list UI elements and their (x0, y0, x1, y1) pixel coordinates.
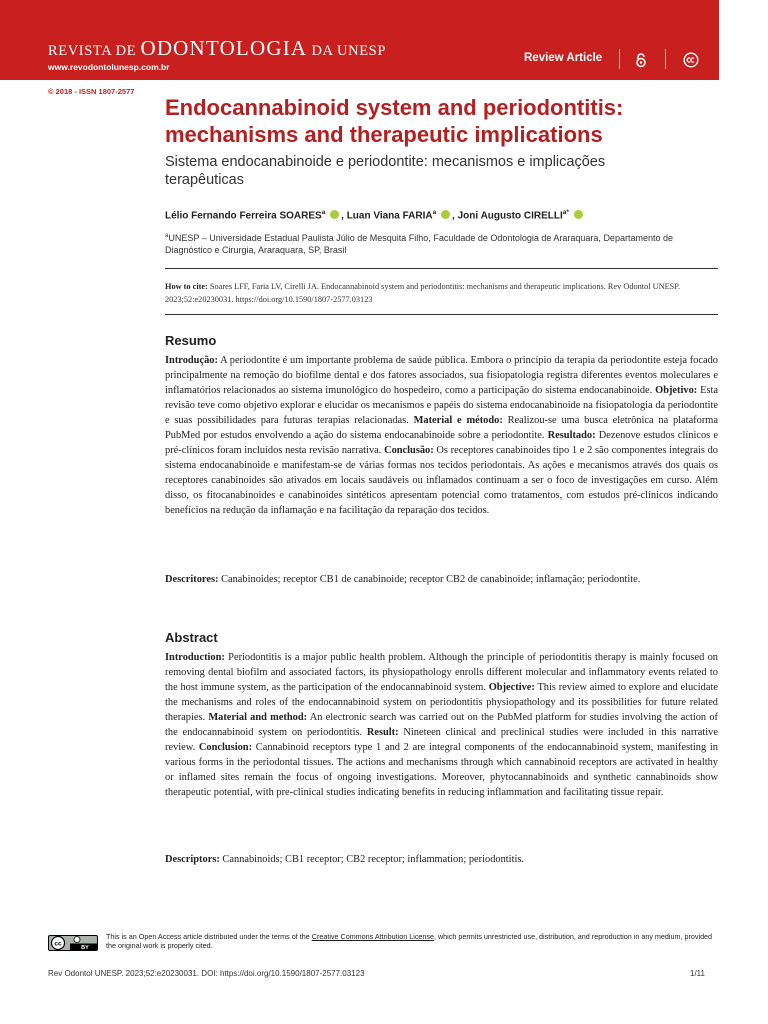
resumo-conclusion-text: Os receptores canabinoides tipo 1 e 2 são componentes integrais do sistema endocanabinoide e manifestam-se de várias formas nos tecidos periodontais. As ações e mecanismos através dos quais os receptores canabinoides são ativados em locais saudáveis ou inflamados continuam a ser o foco de investigações em curso. Além disso, os fitocanabinoides e canabinoides sintéticos apresentam potencial como tratamentos, com estudos pré-clínicos indicando benefícios na redução da inflamação e na facilitação da reparação dos tecidos. (165, 445, 718, 516)
abstract-keywords-label: Descriptors: (165, 854, 220, 865)
resumo-intro-label: Introdução: (165, 355, 218, 366)
resumo-body (165, 353, 718, 518)
page-number: 1/11 (690, 969, 705, 978)
abstract-heading: Abstract (165, 630, 218, 645)
orcid-icon[interactable] (574, 210, 583, 219)
article-title: Endocannabinoid system and periodontitis: mechanisms and therapeutic implications (165, 95, 624, 147)
author-affiliation-mark: a* (562, 209, 569, 216)
resumo-objective-label: Objetivo: (655, 385, 698, 396)
article-type-label: Review Article (524, 52, 603, 64)
cite-bottom-rule (165, 314, 718, 315)
license-text-after: , which permits unrestricted use, distribution, and reproduction in any medium, provided the original work is properly cited. (106, 932, 713, 951)
journal-name[interactable] (48, 36, 386, 61)
how-to-cite (165, 281, 718, 306)
header-divider (665, 49, 666, 69)
abstract-conclusion-text: Cannabinoid receptors type 1 and 2 are integral components of the endocannabinoid system, manifesting in various forms in the periodontal tissues. The actions and mechanisms through which cannabinoid receptors are activated in healthy or inflamed sites remain the focus of ongoing investigations. Moreover, phytocannabinoids and synthetic cannabinoids show therapeutic potential, with pre-clinical studies indicating benefits in reducing inflammation and facilitating tissue repair. (165, 742, 718, 798)
abstract-method-label: Material and method: (208, 712, 308, 723)
abstract-objective-text: This review aimed to explore and elucidate the mechanisms and roles of the endocannabinoid system on periodontitis physiopathology and its possibilities for future related therapies. (165, 682, 718, 723)
abstract-conclusion-label: Conclusion: (198, 742, 253, 753)
open-access-icon[interactable] (633, 52, 649, 68)
cc-badge-text: cc (54, 940, 62, 948)
how-to-cite-text[interactable]: Soares LFF, Faria LV, Cirelli JA. Endocannabinoid system and periodontitis: mechanisms and therapeutic implications. Rev Odontol UNESP. 2023;52:e20230031. https://doi.org/10.1590/1807-2577.03123 (165, 282, 681, 304)
abstract-body (165, 650, 718, 800)
creative-commons-icon[interactable] (683, 52, 699, 68)
author-name[interactable]: Lélio Fernando Ferreira SOARES (165, 210, 322, 222)
resumo-method-text: Realizou-se uma busca eletrônica na plataforma PubMed por estudos envolvendo a ação do sistema endocanabinoide sobre a periodontite. (165, 415, 718, 441)
abstract-intro-label: Introduction: (165, 652, 225, 663)
orcid-icon[interactable] (330, 210, 339, 219)
resumo-result-text: Dezenove estudos clínicos e pré-clínicos foram incluídos nesta revisão narrativa. (165, 430, 718, 456)
resumo-objective-text: Esta revisão teve como objetivo explorar e elucidar os mecanismos e papéis do sistema endocanabinoide na fisiopatologia da periodontite e suas possibilidades para futuras terapias relacionadas. (165, 385, 718, 426)
author-name[interactable]: Luan Viana FARIA (346, 210, 433, 222)
resumo-keywords-text: Canabinoides; receptor CB1 de canabinoide; receptor CB2 de canabinoide; inflamação; periodontite. (218, 574, 641, 585)
resumo-intro-text: A periodontite é um importante problema de saúde pública. Embora o princípio da terapia da periodontite esteja focado principalmente na remoção do biofilme dental e dos fatores associados, sua fisiopatologia registra diferentes eventos moleculares e inflamatórios relacionados ao sistema imunológico do hospedeiro, como a participação do sistema endocanabinoide. (165, 355, 718, 396)
copyright-issn: © 2018 - ISSN 1807-2577 (48, 87, 135, 96)
license-text-before: This is an Open Access article distributed under the terms of the (106, 932, 312, 941)
how-to-cite-label: How to cite: (165, 282, 208, 291)
affiliation-mark: a (165, 233, 169, 239)
abstract-keywords-text: Cannabinoids; CB1 receptor; CB2 receptor; inflammation; periodontitis. (219, 854, 524, 865)
abstract-intro-text: Periodontitis is a major public health problem. Although the principle of periodontitis therapy is mainly focused on removing dental biofilm and associated factors, its physiopathology enrolls different molecular and inflammatory events related to the host immune system, as the participation of the endocannabinoid system. (165, 652, 718, 693)
license-notice (106, 932, 716, 951)
author-affiliation-mark: a (321, 209, 326, 216)
journal-name-suffix: DA UNESP (311, 43, 386, 59)
cc-by-license-badge[interactable] (48, 935, 98, 951)
journal-name-prefix: REVISTA DE (48, 43, 137, 59)
abstract-result-label: Result: (366, 727, 399, 738)
resumo-method-label: Material e método: (413, 415, 503, 426)
resumo-result-label: Resultado: (547, 430, 596, 441)
author-affiliation (165, 230, 705, 256)
footer-citation: Rev Odontol UNESP. 2023;52:e20230031. DOI: https://doi.org/10.1590/1807-2577.03123 (48, 969, 365, 978)
abstract-keywords (165, 852, 718, 867)
resumo-keywords (165, 572, 718, 587)
author-list: Lélio Fernando Ferreira SOARES$^a$ , Luan Viana FARIA$^a$ , Joni Augusto $CIRELLI^{a*}$ (165, 209, 585, 221)
resumo-conclusion-label: Conclusão: (384, 445, 434, 456)
journal-header (0, 0, 719, 80)
orcid-icon[interactable] (441, 210, 450, 219)
author-name[interactable]: Joni Augusto CIRELLI (457, 210, 563, 222)
abstract-method-text: An electronic search was carried out on the PubMed platform for studies involving the action of the endocannabinoid system on periodontitis. (165, 712, 718, 738)
journal-name-main: ODONTOLOGIA (140, 36, 308, 60)
by-badge-text: BY (81, 945, 89, 951)
cite-top-rule (165, 268, 718, 269)
affiliation-text: UNESP – Universidade Estadual Paulista Júlio de Mesquita Filho, Faculdade de Odontologia de Araraquara, Departamento de Diagnóstico e Cirurgia, Araraquara, SP, Brasil (165, 233, 673, 255)
resumo-heading: Resumo (165, 333, 217, 348)
abstract-objective-label: Objective: (488, 682, 535, 693)
author-affiliation-mark: a (432, 209, 437, 216)
article-subtitle: Sistema endocanabinoide e periodontite: mecanismos e implicações terapêuticas (165, 154, 606, 188)
license-link[interactable]: Creative Commons Attribution License (311, 932, 434, 941)
journal-url[interactable]: www.revodontolunesp.com.br (48, 62, 170, 72)
resumo-keywords-label: Descritores: (165, 574, 219, 585)
abstract-result-text: Nineteen clinical and preclinical studies were included in this narrative review. (165, 727, 718, 753)
header-divider (619, 49, 620, 69)
